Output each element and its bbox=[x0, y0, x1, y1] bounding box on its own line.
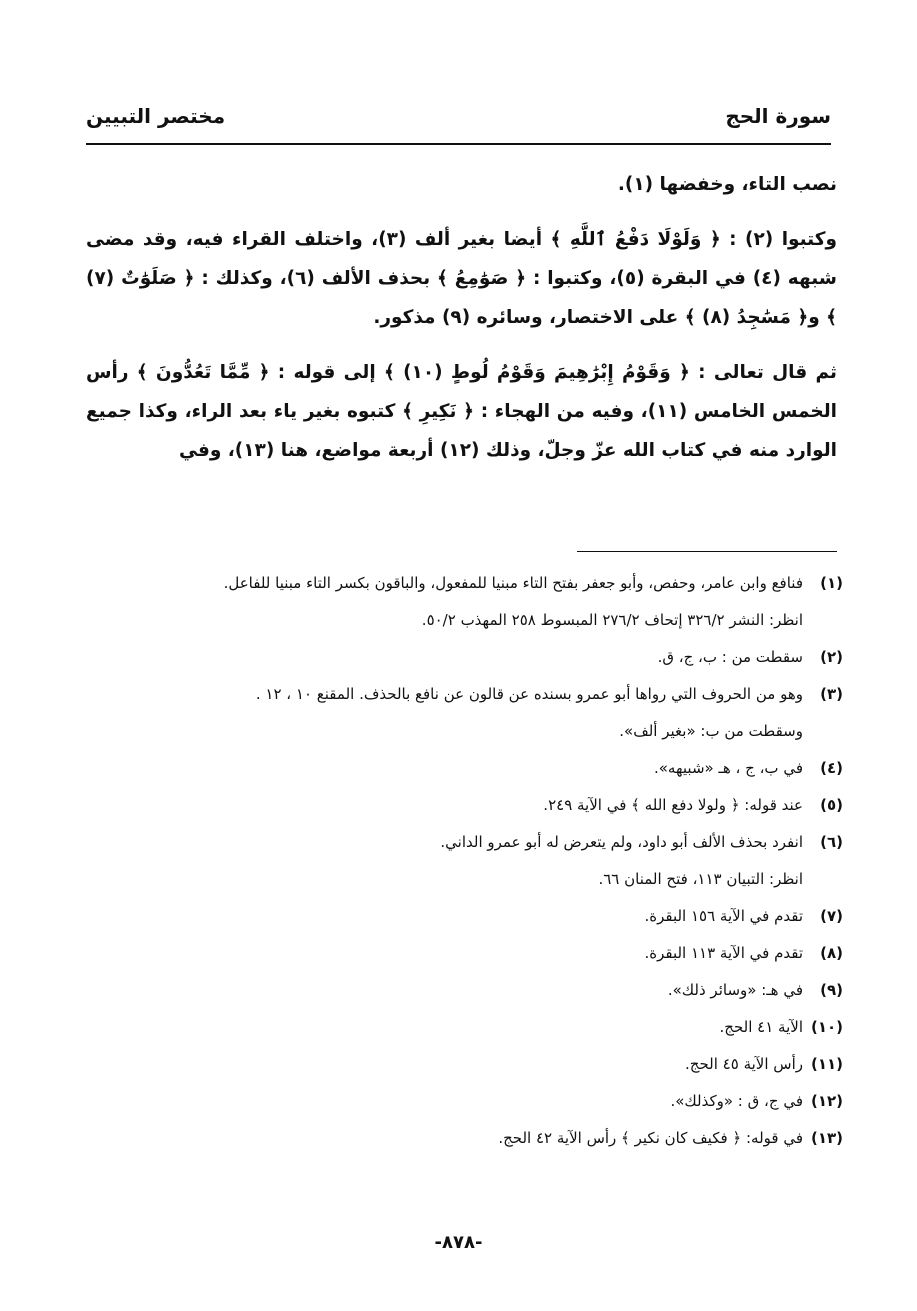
footnote-text: في قوله: ﴿ فكيف كان نكير ﴾ رأس الآية ٤٢ الحج. bbox=[498, 1129, 803, 1147]
surah-title: سورة الحج bbox=[725, 104, 831, 128]
footnote-text: الآية ٤١ الحج. bbox=[719, 1018, 803, 1036]
footnote-text: تقدم في الآية ١١٣ البقرة. bbox=[644, 944, 803, 962]
footnote-text: سقطت من : ب، ج، ق. bbox=[657, 648, 803, 666]
footnote bbox=[86, 1083, 843, 1120]
footnote-reference: انظر: التبيان ١١٣، فتح المنان ٦٦. bbox=[598, 870, 803, 888]
page-number: -٨٧٨- bbox=[434, 1232, 483, 1253]
footnote bbox=[86, 639, 843, 676]
footnote-number: (٩) bbox=[820, 981, 843, 999]
footnote-text: وهو من الحروف التي رواها أبو عمرو بسنده عن قالون عن نافع بالحذف. المقنع ١٠ ، ١٢ . bbox=[255, 685, 803, 703]
footnote-text: في هـ: «وسائر ذلك». bbox=[667, 981, 803, 999]
footnote-text: تقدم في الآية ١٥٦ البقرة. bbox=[644, 907, 803, 925]
header-divider bbox=[86, 143, 831, 145]
footnote-number: (١٣) bbox=[810, 1129, 843, 1147]
footnote-divider bbox=[577, 551, 837, 552]
footnote-number: (٢) bbox=[820, 648, 843, 666]
footnote bbox=[86, 935, 843, 972]
footnote bbox=[86, 565, 843, 602]
footnote bbox=[86, 824, 843, 861]
footnote-number: (٤) bbox=[820, 759, 843, 777]
footnote-text: في ب، ج ، هـ «شبيهه». bbox=[653, 759, 803, 777]
footnote-number: (١٠) bbox=[810, 1018, 843, 1036]
book-title: مختصر التبيين bbox=[86, 104, 226, 128]
footnote-number: (٦) bbox=[820, 833, 843, 851]
footnote-number: (٣) bbox=[820, 685, 843, 703]
running-header bbox=[86, 96, 831, 136]
footnote-number: (١) bbox=[820, 574, 843, 592]
footnote-number: (١١) bbox=[810, 1055, 843, 1073]
footnote bbox=[86, 1009, 843, 1046]
footnote-reference: انظر: النشر ٣٢٦/٢ إتحاف ٢٧٦/٢ المبسوط ٢٥٨ المهذب ٥٠/٢. bbox=[421, 611, 803, 629]
paragraph: ثم قال تعالى : ﴿ وَقَوْمُ إِبْرَٰهِيمَ وَقَوْمُ لُوطٍ (١٠) ﴾ إلى قوله : ﴿ مِّمَّا تَعُدُّونَ ﴾ رأس الخمس الخامس (١١)، وفيه من الهجاء : ﴿ نَكِيرِ ﴾ كتبوه بغير ياء بعد الراء، وكذا جميع الوارد منه في كتاب الله عزّ وجلّ، وذلك (١٢) أربعة مواضع، هنا (١٣)، وفي bbox=[86, 362, 837, 461]
footnote bbox=[86, 898, 843, 935]
footnote bbox=[86, 1046, 843, 1083]
footnote-text: فنافع وابن عامر، وحفص، وأبو جعفر بفتح التاء مبنيا للمفعول، والباقون بكسر التاء مبنيا للفاعل. bbox=[223, 574, 803, 592]
footnote-number: (٧) bbox=[820, 907, 843, 925]
footnote bbox=[86, 1120, 843, 1157]
footnote-number: (٨) bbox=[820, 944, 843, 962]
footnote-text: عند قوله: ﴿ ولولا دفع الله ﴾ في الآية ٢٤٩. bbox=[543, 796, 803, 814]
footnotes bbox=[86, 565, 843, 1157]
footnote bbox=[86, 787, 843, 824]
footnote-text: في ج، ق : «وكذلك». bbox=[670, 1092, 803, 1110]
paragraph: نصب التاء، وخفضها (١). bbox=[617, 174, 837, 195]
footnote bbox=[86, 676, 843, 713]
paragraph: وكتبوا (٢) : ﴿ وَلَوْلَا دَفْعُ ٱللَّهِ ﴾ أيضا بغير ألف (٣)، واختلف القراء فيه، وقد مضى شبهه (٤) في البقرة (٥)، وكتبوا : ﴿ صَوَٰمِعُ ﴾ بحذف الألف (٦)، وكذلك : ﴿ صَلَوَٰتٌ (٧) ﴾ و﴿ مَسَٰجِدُ (٨) ﴾ على الاختصار، وسائره (٩) مذكور. bbox=[86, 229, 837, 328]
footnote-text: رأس الآية ٤٥ الحج. bbox=[685, 1055, 803, 1073]
main-text bbox=[86, 165, 837, 486]
footnote-text: انفرد بحذف الألف أبو داود، ولم يتعرض له أبو عمرو الداني. bbox=[440, 833, 803, 851]
footnote-reference: وسقطت من ب: «بغير ألف». bbox=[619, 722, 803, 740]
footnote bbox=[86, 972, 843, 1009]
footnote-number: (١٢) bbox=[810, 1092, 843, 1110]
footnote-number: (٥) bbox=[820, 796, 843, 814]
footnote bbox=[86, 750, 843, 787]
